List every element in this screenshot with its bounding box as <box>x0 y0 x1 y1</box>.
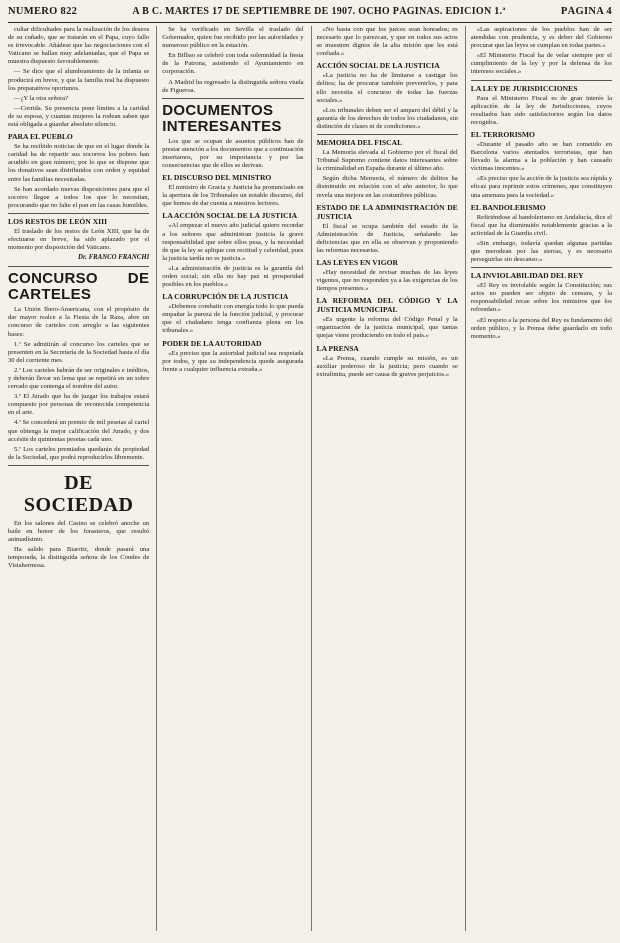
article-paragraph: «La Prensa, cuando cumple su misión, es un auxiliar poderoso de la justicia; pero cuando se extralimita, puede ser causa de graves perjuicios.» <box>316 354 458 378</box>
article-paragraph: «Durante el pasado año se han cometido en Barcelona varios atentados terroristas, que han llevado la alarma a la población y han causado víctimas inocentes.» <box>470 140 612 173</box>
columns <box>8 23 612 931</box>
article-paragraph: En los salones del Casino se celebró anoche un baile en honor de los forasteros, que resultó animadísimo. <box>8 519 150 544</box>
section-heading: LAS LEYES EN VIGOR <box>316 257 399 267</box>
article-paragraph: — Se dice que el alumbramiento de la infanta se producirá en breve, y que la familia real ha dispuesto los preparativos oportunos. <box>8 68 150 92</box>
article-paragraph: «La administración de justicia es la garantía del orden social; sin ella no hay paz ni prosperidad posibles en los pueblos.» <box>162 264 304 289</box>
section-heading: LA PRENSA <box>316 343 359 353</box>
masthead-title: A B C. MARTES 17 DE SEPTIEMBRE DE 1907. OCHO PÁGINAS. EDICIÓN 1.ª <box>132 6 506 17</box>
article-paragraph: Según dicha Memoria, el número de delitos ha disminuido en relación con el año anterior, lo que revela una mejora en las costumbres públicas. <box>316 175 458 199</box>
section-heading: EL BANDOLERISMO <box>470 202 546 212</box>
divider <box>471 80 612 81</box>
article-paragraph: «Sin embargo, todavía quedan algunas partidas que merodean por las sierras, y es necesario perseguirlas sin descanso.» <box>470 239 612 264</box>
article-paragraph: «Debemos combatir con energía todo lo que pueda empañar la pureza de la función judicial, y procurar que el ciudadano tenga confianza plena en los tribunales.» <box>162 303 304 335</box>
section-heading: EL DISCURSO DEL MINISTRO <box>162 173 272 183</box>
article-paragraph: «Es preciso que la autoridad judicial sea respetada por todos, y que su independencia quede asegurada frente a cualquier influencia extraña.» <box>162 349 304 373</box>
section-heading: EL TERRORISMO <box>470 129 535 139</box>
article-paragraph: Se ha recibido noticias de que en el lugar donde la caridad ha de repartir sus socorros los pobres han acudido en gran número, por lo que se dispone que los donativos sean distribuidos con orden y equidad entre las familias necesitadas. <box>8 143 150 183</box>
newspaper-page <box>8 6 612 931</box>
sociedad-heading: DE SOCIEDAD <box>23 471 134 516</box>
article-paragraph: 3.ª El Jurado que ha de juzgar los trabajos estará compuesto por personas de reconocida competencia en el arte. <box>8 393 150 417</box>
article-paragraph: El ministro de Gracia y Justicia ha pronunciado en la apertura de los Tribunales un notable discurso, del que hemos de dar cuenta a nuestros lectores. <box>162 184 304 208</box>
article-paragraph: «Al empezar el nuevo año judicial quiero recordar a los señores que administran justicia la grave responsabilidad que sobre ellos pesa, y la necesidad de que la ley se aplique con rectitud y celeridad, pues la justicia tardía no es justicia.» <box>162 222 304 262</box>
article-paragraph: —¿Y la otra señora? <box>14 94 69 102</box>
article-paragraph: El traslado de los restos de León XIII, que ha de efectuarse en breve, ha sido aplazado por el momento por disposición del Vaticano. <box>8 227 150 252</box>
article-paragraph: cultar dificultades para la realización de los deseos de su cuñado, que se tratarán en el Papa, cuyo fallo es irrevocable. Añádese que las negociaciones con el Vaticano se hallan muy adelantadas, que el Papa se muestra dispuesto favorablemente. <box>8 26 150 66</box>
article-paragraph: Refiriéndose al bandolerismo en Andalucía, dice el fiscal que ha disminuido notablemente gracias a la actividad de la Guardia civil. <box>470 213 612 237</box>
article-paragraph: Ha salido para Biarritz, donde pasará una temporada, la distinguida señora de los Condes de Vistahermosa. <box>8 546 150 570</box>
article-paragraph: El fiscal se ocupa también del estado de la Administración de Justicia, señalando las deficiencias que en ella se observan y proponiendo las reformas necesarias. <box>316 222 458 254</box>
section-heading: LA REFORMA DEL CÓDIGO Y LA JUSTICIA MUNICIPAL <box>316 296 458 315</box>
section-heading: LOS RESTOS DE LEÓN XIII <box>8 216 108 226</box>
article-paragraph: Los que se ocupan de asuntos públicos han de prestar atención a los documentos que a continuación insertamos, por su importancia y por las consecuencias que de ellos se derivan. <box>162 137 304 170</box>
section-heading: LA ACCIÓN SOCIAL DE LA JUSTICIA <box>162 211 298 221</box>
section-heading: LA INVIOLABILIDAD DEL REY <box>470 271 584 281</box>
section-heading: LA CORRUPCIÓN DE LA JUSTICIA <box>162 292 289 302</box>
divider <box>8 465 149 466</box>
article-paragraph: A Madrid ha regresado la distinguida señora viuda de Figueroa. <box>162 78 304 94</box>
article-paragraph: «Es preciso que la acción de la justicia sea rápida y eficaz para reprimir estos crímenes, que constituyen una amenaza para la sociedad.» <box>470 175 612 199</box>
article-paragraph: Se han acordado nuevas disposiciones para que el socorro llegue a todos los que lo necesitan, procurando que no falte el pan en las casas humildes. <box>8 185 150 209</box>
divider <box>8 213 149 214</box>
article-paragraph: —Corrida. Su presencia pone límites a la caridad de su esposa, y cuantas mujeres la rodean saben que está obligada a guardar absoluto silencio. <box>8 104 150 129</box>
concurso-heading: CONCURSO DE CARTELES <box>8 270 150 304</box>
section-heading: LA LEY DE JURISDICCIONES <box>470 83 578 93</box>
article-paragraph: «Hay necesidad de revisar muchas de las leyes vigentes, que no responden ya a las exigencias de los tiempos presentes.» <box>316 268 458 293</box>
article-paragraph: En Bilbao se celebró con toda solemnidad la fiesta de la Patrona, asistiendo el Ayuntamiento en corporación. <box>162 52 304 76</box>
article-paragraph: La Unión Ibero-Americana, con el propósito de dar mayor realce a la Fiesta de la Raza, abre un concurso de carteles con arreglo a las siguientes bases: <box>8 306 150 338</box>
section-heading: PARA EL PUEBLO <box>8 132 73 142</box>
section-heading: ACCIÓN SOCIAL DE LA JUSTICIA <box>316 61 440 71</box>
section-heading: MEMORIA DEL FISCAL <box>316 138 403 148</box>
article-paragraph: Se ha verificado en Sevilla el traslado del Gobernador, quien fue recibido por las autoridades y numeroso público en la estación. <box>162 26 304 50</box>
article-paragraph: La Memoria elevada al Gobierno por el fiscal del Tribunal Supremo contiene datos interesantes sobre la criminalidad en España durante el último año. <box>316 149 458 173</box>
documentos-heading: DOCUMENTOS INTERESANTES <box>162 101 282 135</box>
article-paragraph: 5.ª Los carteles premiados quedarán de propiedad de la Sociedad, que podrá reproducirlos libremente. <box>8 445 150 461</box>
section-heading: ESTADO DE LA ADMINISTRACIÓN DE JUSTICIA <box>316 202 458 221</box>
article-paragraph: 4.ª Se concederá un premio de mil pesetas al cartel que obtenga la mejor calificación del Jurado, y dos accésits de quinientas pesetas cada uno. <box>8 419 150 443</box>
article-paragraph: «La justicia no ha de limitarse a castigar los delitos; ha de procurar también prevenirlos, y para ello necesita el concurso de todas las fuerzas sociales.» <box>316 72 458 104</box>
page-number: PÁGINA 4 <box>560 6 612 17</box>
column-1 <box>8 26 149 931</box>
column-3 <box>311 26 458 931</box>
article-paragraph: Para el Ministerio Fiscal es de gran interés la aplicación de la ley de Jurisdicciones, cuyos resultados han sido satisfactorios según los datos recogidos. <box>470 94 612 126</box>
author-signature: Dr. FRANCO FRANCHI <box>78 254 150 262</box>
article-paragraph: «El respeto a la persona del Rey es fundamento del orden público, y la Prensa debe guardarlo en todo momento.» <box>470 316 612 340</box>
issue-number: NÚMERO 822 <box>8 6 78 17</box>
divider <box>471 267 612 268</box>
column-2 <box>156 26 303 931</box>
article-paragraph: «El Ministerio Fiscal ha de velar siempre por el cumplimiento de la ley y por la defensa de los intereses sociales.» <box>470 52 612 76</box>
section-heading: PODER DE LA AUTORIDAD <box>162 338 262 348</box>
article-paragraph: «Es urgente la reforma del Código Penal y la organización de la justicia municipal, que tantas quejas viene produciendo en todo el país.» <box>316 316 458 340</box>
article-paragraph: «Los tribunales deben ser el amparo del débil y la garantía de los derechos de todos los ciudadanos, sin distinción de clases ni de condiciones.» <box>316 106 458 130</box>
divider <box>8 266 149 267</box>
article-paragraph: 2.ª Los carteles habrán de ser originales e inéditos, y deberán llevar un lema que se repetirá en un sobre cerrado que contenga el nombre del autor. <box>8 366 150 391</box>
article-paragraph: «No basta con que los jueces sean honrados; es necesario que lo parezcan, y que en todos sus actos se muestren dignos de la alta misión que les está confiada.» <box>316 26 458 58</box>
article-paragraph: 1.ª Se admitirán al concurso los carteles que se presenten en la Secretaría de la Sociedad hasta el día 30 del corriente mes. <box>8 340 150 364</box>
column-4 <box>465 26 612 931</box>
masthead <box>8 6 612 23</box>
divider <box>162 98 303 99</box>
article-paragraph: «El Rey es inviolable según la Constitución; sus actos no pueden ser objeto de censura, y la responsabilidad recae sobre los ministros que los refrendan.» <box>470 282 612 314</box>
divider <box>317 134 458 135</box>
article-paragraph: «Las aspiraciones de los pueblos han de ser atendidas con prudencia, y es deber del Gobierno procurar que las leyes se cumplan en todas partes.» <box>470 26 612 50</box>
